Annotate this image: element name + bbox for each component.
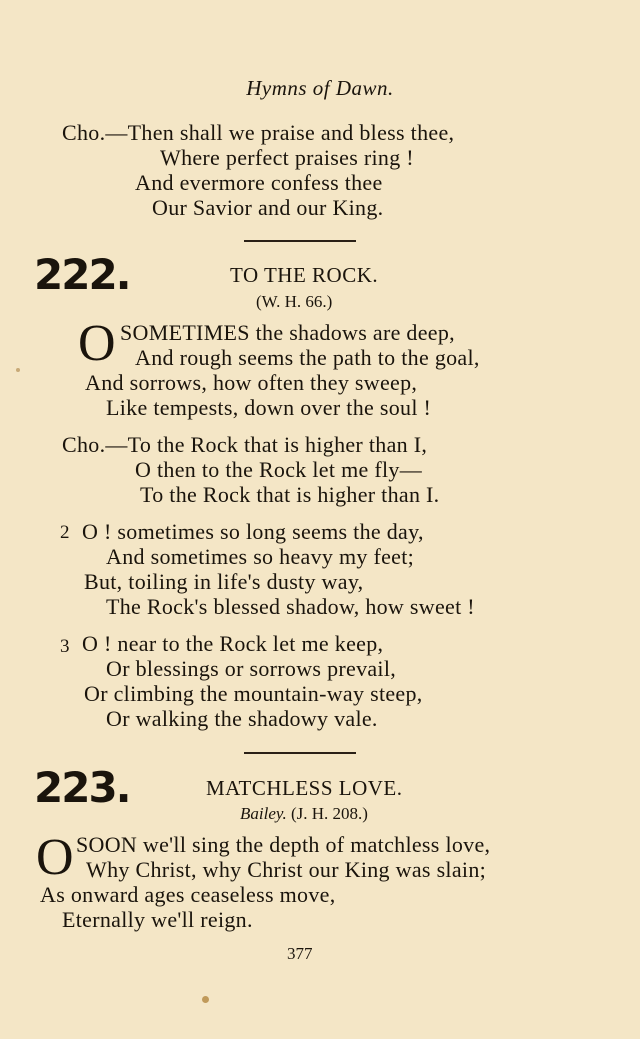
chorus-line: Cho.—To the Rock that is higher than I, [62, 432, 428, 457]
stanza-number: 2 [60, 522, 70, 543]
top-chorus-line-2: Where perfect praises ring ! [160, 145, 414, 170]
hymn-author: Bailey. [240, 804, 287, 823]
verse-line: SOMETIMES the shadows are deep, [120, 320, 455, 345]
section-divider [244, 752, 356, 754]
page-number: 377 [287, 944, 313, 963]
verse-line: And rough seems the path to the goal, [135, 345, 480, 370]
hymn-meter: (J. H. 208.) [290, 804, 368, 823]
hymn-meter: (W. H. 66.) [256, 292, 333, 311]
chorus-line: To the Rock that is higher than I. [140, 482, 440, 507]
running-header: Hymns of Dawn. [246, 76, 394, 100]
verse-line: And sometimes so heavy my feet; [106, 544, 415, 569]
verse-line: Eternally we'll reign. [62, 907, 253, 932]
top-chorus-line-3: And evermore confess thee [135, 170, 383, 195]
hymn-attribution [240, 804, 368, 824]
verse-line: But, toiling in life's dusty way, [84, 569, 364, 594]
verse-line: O ! sometimes so long seems the day, [82, 519, 424, 544]
verse-line: Or walking the shadowy vale. [106, 706, 378, 731]
stanza-number: 3 [60, 636, 70, 657]
hymn-title: TO THE ROCK. [230, 263, 379, 287]
top-chorus-line-1: Cho.—Then shall we praise and bless thee, [62, 120, 455, 145]
hymn-number: 223. [34, 763, 130, 812]
hymn-number: 222. [34, 250, 130, 299]
verse-line: And sorrows, how often they sweep, [85, 370, 418, 395]
verse-line: O ! near to the Rock let me keep, [82, 631, 384, 656]
paper-speck [202, 996, 209, 1003]
section-divider [244, 240, 356, 242]
paper-speck [16, 368, 20, 372]
verse-line: The Rock's blessed shadow, how sweet ! [106, 594, 475, 619]
verse-line: As onward ages ceaseless move, [40, 882, 336, 907]
verse-line: Why Christ, why Christ our King was slain; [86, 857, 487, 882]
verse-line: Or blessings or sorrows prevail, [106, 656, 397, 681]
chorus-line: O then to the Rock let me fly— [135, 457, 422, 482]
verse-line: Like tempests, down over the soul ! [106, 395, 432, 420]
hymn-title: MATCHLESS LOVE. [206, 776, 403, 800]
verse-line: SOON we'll sing the depth of matchless love, [76, 832, 491, 857]
drop-cap: O [36, 829, 74, 886]
drop-cap: O [78, 315, 116, 372]
verse-line: Or climbing the mountain-way steep, [84, 681, 423, 706]
top-chorus-line-4: Our Savior and our King. [152, 195, 384, 220]
